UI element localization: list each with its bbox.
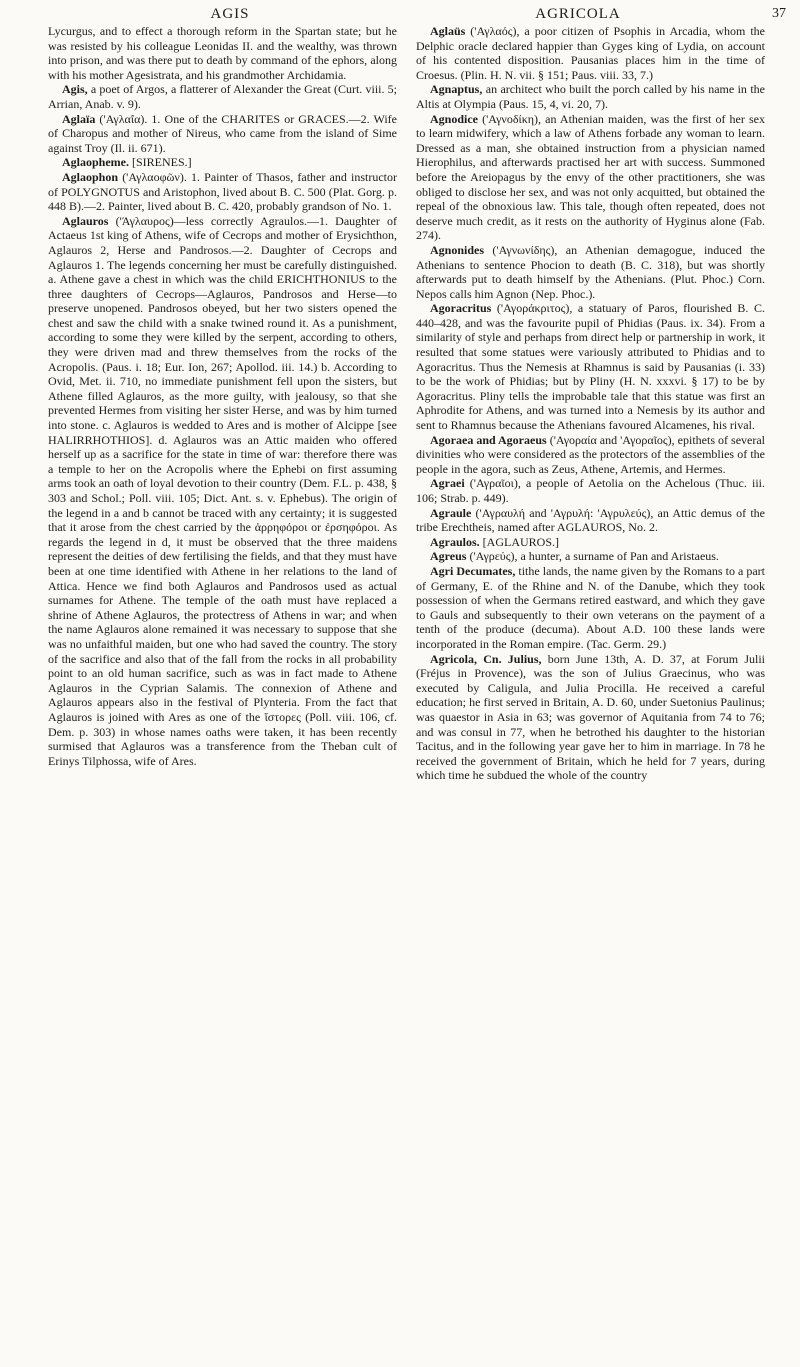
- entry: [416, 112, 765, 243]
- entry: [416, 652, 765, 783]
- entry-text: ('Αγοράκριτος), a statuary of Paros, flourished B. C. 440–428, and was the favourite pupil of Phidias (Paus. ix. 34). From a similarity of style and perhaps from direct help or partnership in work, it resulted that some statues were variously attributed to Phidias and to Agoracritus. Thus the Nemesis at Rhamnus is said by Pausanias (i. 33) to be the work of Phidias; but by Pliny (H. N. xxxvi. § 17) to be by Agoracritus. Pliny tells the improbable tale that this statue was first an Aphrodite for Athens, and was turned into a Nemesis by its author and sent to Rhamnus because the Athenians favoured Alcamenes, his rival.: [416, 301, 765, 433]
- entry-text: ('Αγραῖοι), a people of Aetolia on the Achelous (Thuc. iii. 106; Strab. p. 449).: [416, 476, 765, 505]
- entry: [416, 476, 765, 505]
- entry-text: ('Αγοραία and 'Αγοραῖος), epithets of several divinities who were considered as the protectors of the assemblies of the people in the agora, such as Zeus, Athene, Artemis, and Hermes.: [416, 432, 765, 476]
- entry-text: ('Αγνωνίδης), an Athenian demagogue, induced the Athenians to sentence Phocion to death (B. C. 318), but was shortly afterwards put to death himself by the Athenians. (Plut. Phoc.) Corn. Nepos calls him Agnon (Nep. Phoc.).: [416, 242, 765, 301]
- entry-headword: Agreus: [430, 549, 467, 564]
- entry-text: ('Αγλαΐα). 1. One of the CHARITES or GRACES.—2. Wife of Charopus and mother of Nireus, who came from the island of Sime against Troy (Il. ii. 671).: [48, 111, 397, 155]
- entry-text: [SIRENES.]: [129, 155, 192, 170]
- left-column: [48, 24, 397, 768]
- entry-text: an architect who built the porch called by his name in the Altis at Olympia (Paus. 15, 4, vi. 20, 7).: [416, 82, 765, 111]
- entry-headword: Agoraea and Agoraeus: [430, 432, 547, 447]
- entry-headword: Agnaptus,: [430, 82, 483, 97]
- entry-headword: Agraulos.: [430, 534, 480, 549]
- right-column: [416, 24, 765, 783]
- entry-headword: Agri Decumates,: [430, 563, 516, 578]
- entry: [416, 564, 765, 652]
- entry-headword: Agoracritus: [430, 301, 492, 316]
- entry-text: ('Αγλαοφῶν). 1. Painter of Thasos, father and instructor of POLYGNOTUS and Aristophon, lived about B. C. 500 (Plat. Gorg. p. 448 B).—2. Painter, lived about B. C. 420, probably grandson of No. 1.: [48, 169, 397, 214]
- entry: [416, 243, 765, 301]
- entry-text: born June 13th, A. D. 37, at Forum Julii (Fréjus in Provence), was the son of Julius Graecinus, who was executed by Caligula, and Julia Procilla. He received a careful education; he first served in Britain, A. D. 60, under Suetonius Paulinus; was quaestor in Asia in 63; was governor of Aquitania from 74 to 76; and was consul in 77, when he betrothed his daughter to the historian Tacitus, and in the following year gave her to him in marriage. In 78 he received the government of Britain, which he held for 7 years, during which time he subdued the whole of the country: [416, 651, 765, 783]
- entry-text: ('Αγλαός), a poor citizen of Psophis in Arcadia, whom the Delphic oracle declared happier than Gyges king of Lydia, on account of his contented disposition. Pausanias places him in the time of Croesus. (Plin. H. N. vii. § 151; Paus. viii. 33, 7.): [416, 24, 765, 82]
- running-head-right: AGRICOLA: [535, 6, 621, 22]
- entry: [416, 433, 765, 477]
- entry: [48, 24, 397, 82]
- entry-text: [AGLAUROS.]: [479, 534, 560, 549]
- entry: [48, 112, 397, 156]
- page-number: 37: [772, 6, 786, 21]
- entry: [416, 549, 765, 564]
- entry: [48, 82, 397, 111]
- entry-headword: Aglauros: [62, 213, 109, 228]
- entry-headword: Agnonides: [430, 242, 485, 257]
- entry: [416, 506, 765, 535]
- entry: [416, 82, 765, 111]
- entry-text: ('Αγρεύς), a hunter, a surname of Pan and Aristaeus.: [466, 549, 719, 564]
- entry: [48, 155, 397, 170]
- entry-headword: Aglaopheme.: [62, 155, 129, 170]
- entry: [416, 24, 765, 82]
- entry-headword: Agraei: [430, 476, 465, 491]
- entry-text: ('Αγραυλή and 'Αγρυλή: 'Αγρυλεύς), an Attic demus of the tribe Erechtheis, named after AGLAUROS, No. 2.: [416, 505, 765, 535]
- entry-headword: Aglaïa: [62, 111, 96, 126]
- entry-headword: Agis,: [62, 82, 88, 97]
- entry-text: tithe lands, the name given by the Romans to a part of Germany, E. of the Rhine and N. of the Danube, which they took possession of when the Germans retired eastward, and which they gave to Gauls and subsequently to their own veterans on the payment of a tenth of the produce (decuma). About A.D. 100 these lands were incorporated in the Roman empire. (Tac. Germ. 29.): [416, 563, 765, 651]
- entry: [48, 214, 397, 769]
- entry-text: Lycurgus, and to effect a thorough reform in the Spartan state; but he was resisted by his colleague Leonidas II. and the wealthy, was thrown into prison, and was there put to death by command of the ephors, along with his mother Agesistrata, and his grandmother Archidamia.: [48, 24, 397, 82]
- entry-headword: Agraule: [430, 505, 472, 520]
- entry-text: ('Αγνοδίκη), an Athenian maiden, was the first of her sex to learn midwifery, which a law of Athens forbade any woman to learn. Dressed as a man, she obtained instruction from a physician named Hierophilus, and afterwards practised her art with success. Summoned before the Areiopagus by the envy of the other practitioners, she was obliged to disclose her sex, and was not only acquitted, but obtained the repeal of the obnoxious law. This tale, though often repeated, does not deserve much credit, as it rests on the authority of Hyginus alone (Fab. 274).: [416, 111, 765, 243]
- entry: [48, 170, 397, 214]
- entry: [416, 535, 765, 550]
- entry: [416, 301, 765, 432]
- entry-headword: Agricola, Cn. Julius,: [430, 651, 542, 666]
- entry-text: a poet of Argos, a flatterer of Alexander the Great (Curt. viii. 5; Arrian, Anab. v. 9).: [48, 82, 397, 111]
- entry-text: ('Άγλαυρος)—less correctly Agraulos.—1. Daughter of Actaeus 1st king of Athens, wife of Cecrops and mother of Erysichthon, Aglauros 2, Herse and Pandrosos.—2. Daughter of Cecrops and Aglauros 1. The legends concerning her must be carefully distinguished. a. Athene gave a chest in which was the child ERICHTHONIUS to the three daughters of Cecrops—Aglauros, Pandrosos and Herse—to preserve unopened. Pandrosos obeyed, but her two sisters opened the chest and saw the child with a snake twined round it. As a punishment, according to some they were killed by the serpent, according to others, they were driven mad and threw themselves from the rocks of the Acropolis. (Paus. i. 18; Eur. Ion, 267; Apollod. iii. 14.) b. According to Ovid, Met. ii. 710, no immediate punishment fell upon the sisters, but Athene filled Aglauros, as the more guilty, with jealousy, so that she prevented Hermes from visiting her sister Herse, and was by him turned into stone. c. Aglauros is wedded to Ares and is mother of Alcippe [see HALIRRHOTHIOS]. d. Aglauros was an Attic maiden who offered herself up as a sacrifice for the state in time of war: therefore there was a temple to her on the Acropolis where the Ephebi on first assuming arms took an oath of loyal devotion to their country (Dem. F.L. p. 438, § 303 and Schol.; Poll. viii. 105; Dict. Ant. s. v. Ephebus). The origin of the legend in a and b cannot be traced with any certainty; it is suggested that it arose from the chest carried by the ἀρρηφόροι or ἐρσηφόροι. As regards the legend in d, it must be observed that the three maidens represent the deities of dew fertilising the fields, and that they must have been at one time identified with Athene in her relations to the land of Attica. Hence we find both Aglauros and Pandrosos used as actual surnames for Athene. The temple of the oath must have replaced a shrine of Athene Aglauros, the protectress of Athens in war; and when the name Aglauros alone remained it was necessary to suppose that she was no unfaithful maiden, but one who had saved the country. The story of the sacrifice and also that of the fall from the rocks in all probability point to an old human sacrifice, such as was in fact made to Athene Aglauros in the Cyprian Salamis. The connexion of Athene and Aglauros appears also in the festival of Plynteria. From the fact that Aglauros is joined with Ares as one of the ἵστορες (Poll. viii. 106, cf. Dem. p. 303) in whose names oaths were taken, it has been recently surmised that Aglauros was a transference from the Theban cult of Erinys Tilphossa, wife of Ares.: [48, 213, 397, 768]
- entry-headword: Agnodice: [430, 111, 478, 126]
- running-head-left: AGIS: [210, 6, 250, 22]
- entry-headword: Aglaophon: [62, 169, 119, 184]
- entry-headword: Aglaüs: [430, 24, 466, 38]
